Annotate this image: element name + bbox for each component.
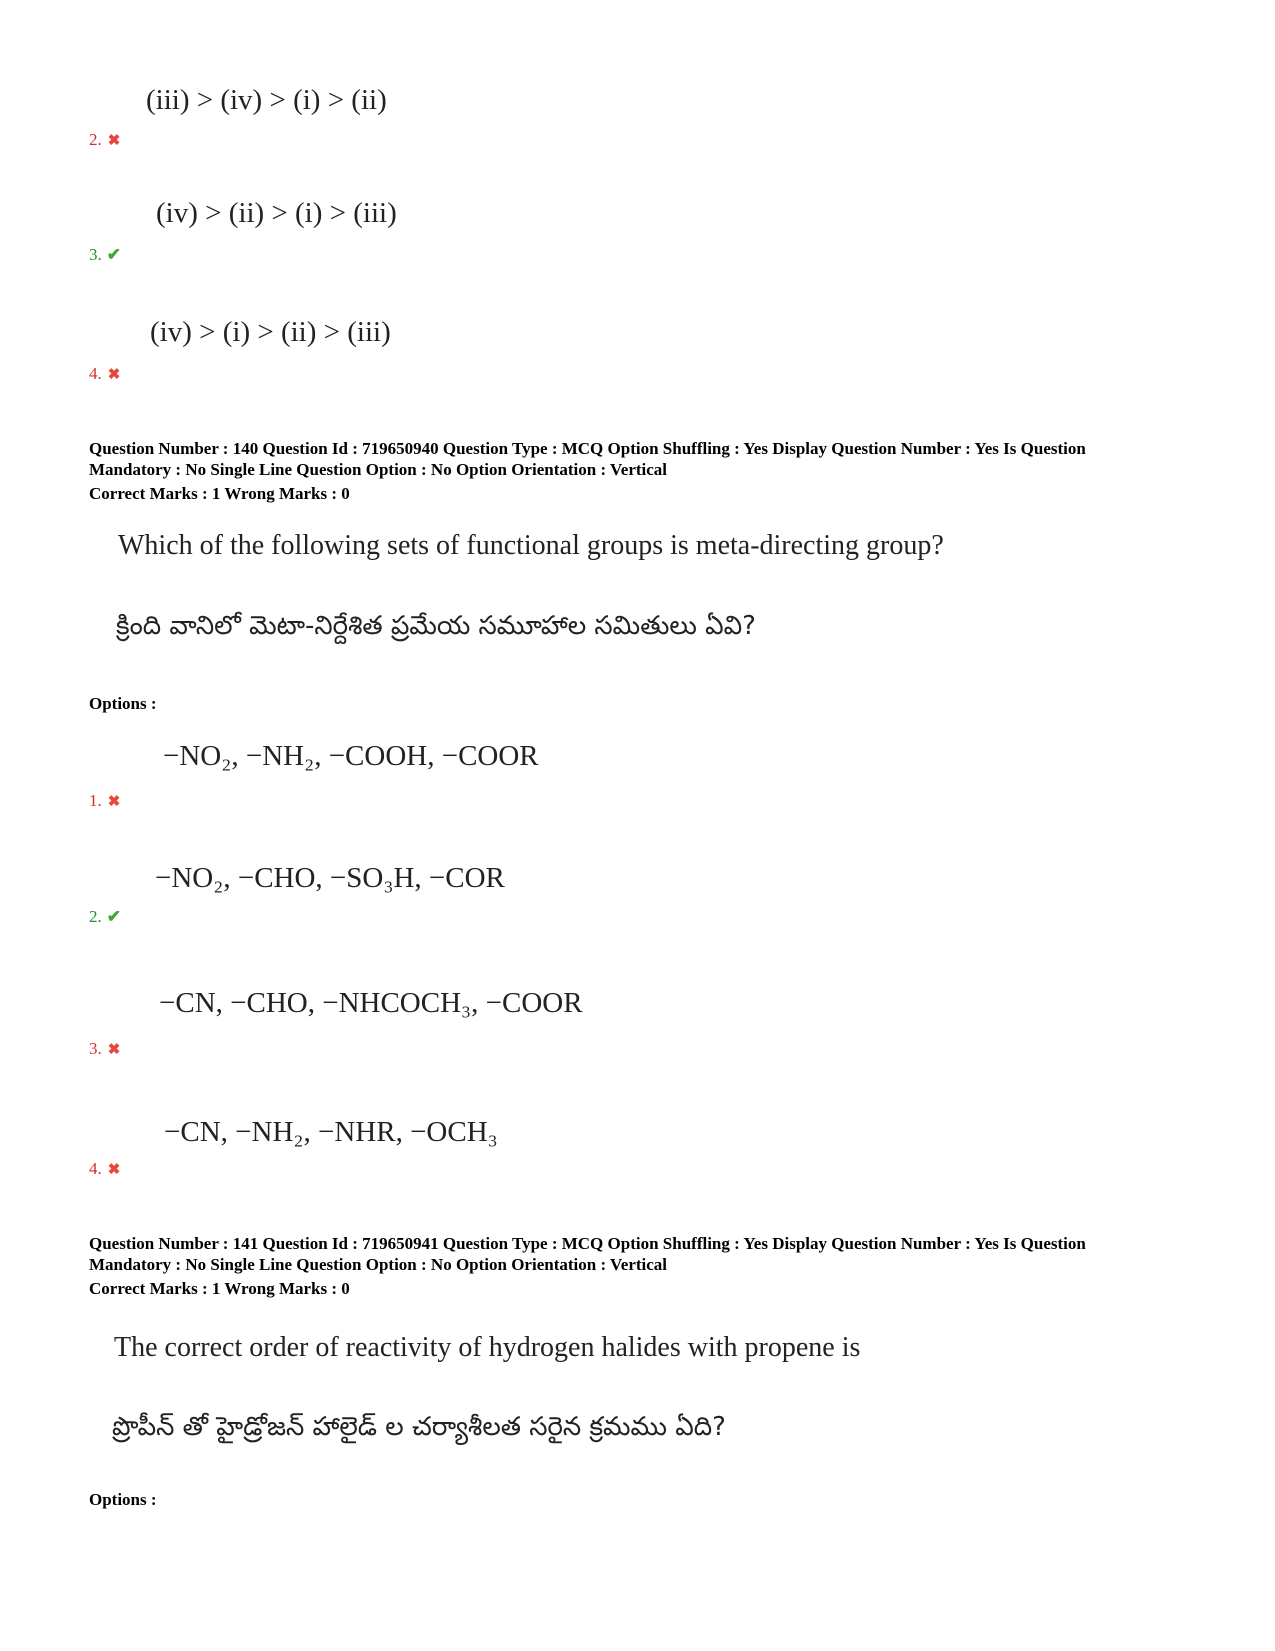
cross-icon: ✖: [107, 1042, 121, 1058]
cross-icon: ✖: [107, 133, 121, 149]
check-icon: ✔: [106, 245, 121, 264]
marks-line: Correct Marks : 1 Wrong Marks : 0: [89, 484, 350, 503]
options-label: Options :: [89, 694, 157, 713]
question-text-english: Which of the following sets of functional groups is meta-directing group?: [118, 530, 944, 561]
options-label: Options :: [89, 1490, 157, 1509]
option-number: 4.: [89, 364, 102, 383]
option-expression: (iii) > (iv) > (i) > (ii): [146, 84, 387, 116]
option-expression: −NO₂, −NH₂, −COOH, −COOR: [163, 740, 539, 772]
option-number: 2.: [89, 130, 102, 149]
check-icon: ✔: [106, 907, 121, 926]
option-expression: (iv) > (i) > (ii) > (iii): [150, 316, 391, 348]
meta-line: Question Number : 141 Question Id : 719650941 Question Type : MCQ Option Shuffling : Yes Display Question Number : Yes Is Question: [89, 1234, 1086, 1253]
option-expression: −CN, −NH₂, −NHR, −OCH₃: [164, 1116, 498, 1148]
cross-icon: ✖: [107, 1162, 121, 1178]
cross-icon: ✖: [107, 794, 121, 810]
option-number: 3.: [89, 1039, 102, 1058]
question-text-english: The correct order of reactivity of hydrogen halides with propene is: [114, 1332, 861, 1363]
option-2: [89, 907, 121, 927]
option-3: [89, 245, 121, 265]
question-text-telugu: క్రింది వానిలో మెటా-నిర్దేశిత ప్రమేయ సమూహాల సమితులు ఏవి?: [116, 611, 756, 641]
option-number: 4.: [89, 1159, 102, 1178]
marks-line: Correct Marks : 1 Wrong Marks : 0: [89, 1279, 350, 1298]
cross-icon: ✖: [107, 367, 121, 383]
option-number: 1.: [89, 791, 102, 810]
option-expression: −NO₂, −CHO, −SO₃H, −COR: [155, 862, 505, 894]
option-1: [89, 791, 120, 811]
meta-line: Mandatory : No Single Line Question Option : No Option Orientation : Vertical: [89, 460, 668, 479]
meta-line: Mandatory : No Single Line Question Option : No Option Orientation : Vertical: [89, 1255, 668, 1274]
option-expression: (iv) > (ii) > (i) > (iii): [156, 197, 397, 229]
question-meta: [89, 438, 1199, 504]
option-expression: −CN, −CHO, −NHCOCH₃, −COOR: [159, 987, 583, 1019]
question-text-telugu: ప్రొపీన్ తో హైడ్రోజన్ హాలైడ్ ల చర్యాశీలత సరైన క్రమము ఏది?: [112, 1412, 726, 1442]
option-2: [89, 130, 120, 150]
option-4: [89, 364, 120, 384]
question-meta: [89, 1233, 1199, 1299]
option-3: [89, 1039, 120, 1059]
option-4: [89, 1159, 120, 1179]
option-number: 2.: [89, 907, 102, 926]
meta-line: Question Number : 140 Question Id : 719650940 Question Type : MCQ Option Shuffling : Yes Display Question Number : Yes Is Question: [89, 439, 1086, 458]
option-number: 3.: [89, 245, 102, 264]
